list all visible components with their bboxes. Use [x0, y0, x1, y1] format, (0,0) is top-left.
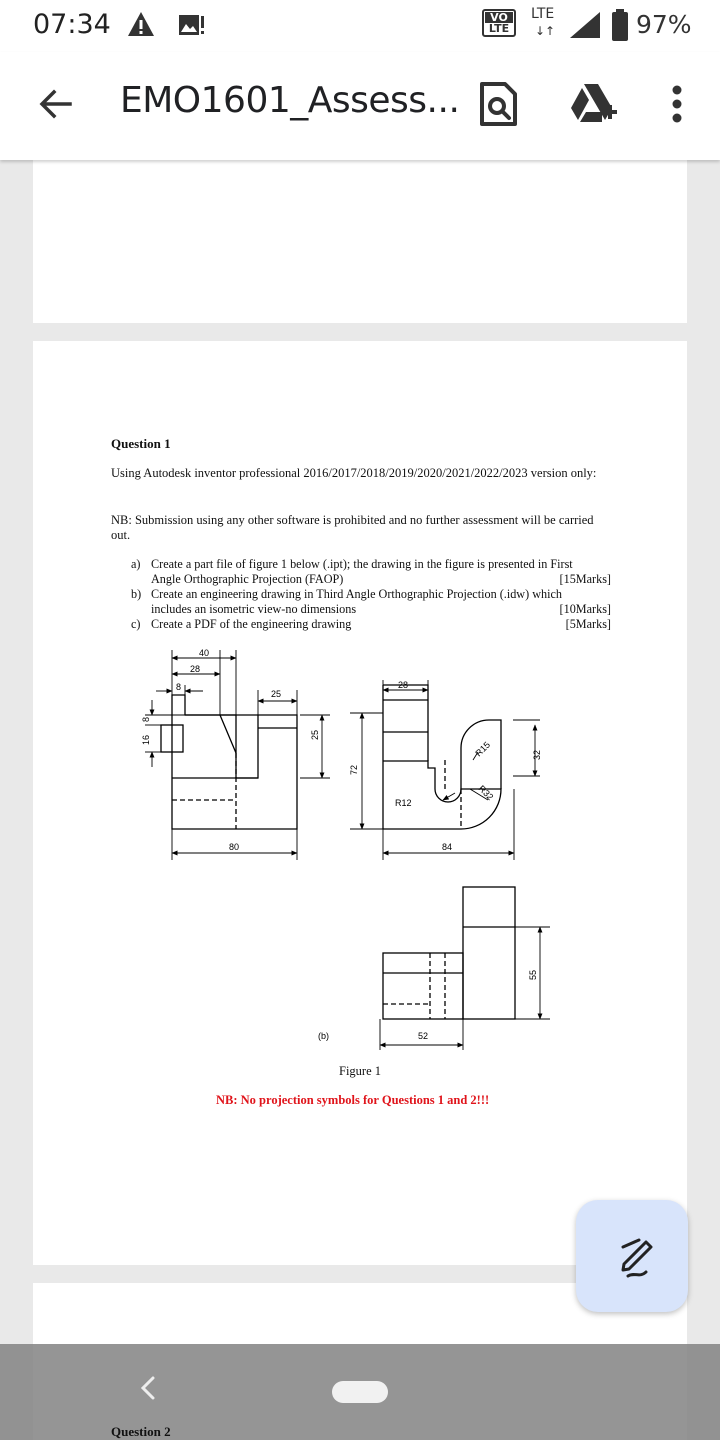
dim-40: 40	[199, 648, 210, 658]
network-arrows: ↓↑	[535, 24, 556, 38]
volte-top: VO	[485, 12, 513, 23]
task-label: b)	[131, 587, 142, 601]
volte-bottom: LTE	[488, 22, 510, 35]
dim-84: 84	[442, 842, 453, 852]
add-to-drive-icon[interactable]	[568, 78, 620, 130]
search-in-document-icon[interactable]	[473, 78, 525, 130]
dim-8-side: 8	[141, 716, 151, 722]
figure-caption: Figure 1	[339, 1064, 382, 1078]
nb-warning: NB: No projection symbols for Questions 1 and 2!!!	[216, 1093, 490, 1107]
arrow-back-icon[interactable]	[34, 82, 78, 126]
more-vert-icon[interactable]	[651, 78, 703, 130]
nav-back-icon[interactable]	[128, 1368, 168, 1408]
question-title: Question 1	[111, 436, 171, 451]
dim-16: 16	[141, 734, 151, 745]
home-pill[interactable]	[332, 1381, 388, 1403]
app-toolbar	[0, 52, 720, 160]
task-label: a)	[131, 557, 141, 571]
dim-32: 32	[532, 749, 542, 760]
dim-28-side: 28	[398, 680, 409, 690]
dim-25-vertical: 25	[310, 729, 320, 740]
status-time: 07:34	[33, 9, 111, 40]
dim-52: 52	[418, 1031, 429, 1041]
dim-25-front: 25	[271, 689, 282, 699]
task-text-cont: Angle Orthographic Projection (FAOP)	[151, 572, 344, 586]
dim-80: 80	[229, 842, 240, 852]
annotate-pen-icon	[576, 1200, 688, 1312]
task-marks: [15Marks]	[559, 572, 611, 586]
task-text: Create a part file of figure 1 below (.ipt); the drawing in the figure is presented in First	[151, 557, 573, 571]
dim-r12: R12	[395, 798, 412, 808]
dim-28-front: 28	[190, 664, 201, 674]
dim-8-front: 8	[176, 682, 182, 692]
annotate-button[interactable]	[576, 1200, 688, 1312]
dim-72: 72	[349, 764, 359, 775]
task-text: Create an engineering drawing in Third Angle Orthographic Projection (.idw) which	[151, 587, 562, 601]
task-marks: [10Marks]	[559, 602, 611, 616]
intro-paragraph: Using Autodesk inventor professional 2016/2017/2018/2019/2020/2021/2022/2023 version only:	[111, 466, 597, 480]
network-type: LTE	[531, 6, 555, 22]
dim-55: 55	[528, 969, 538, 980]
task-label: c)	[131, 617, 141, 631]
figure-sub-label: (b)	[318, 1031, 329, 1041]
dim-r15: R15	[473, 739, 493, 759]
next-question-title: Question 2	[111, 1424, 171, 1439]
task-text-cont: includes an isometric view-no dimensions	[151, 602, 357, 616]
dim-r32: R32	[476, 783, 496, 803]
document-title: EMO1601_Assess...	[120, 80, 460, 121]
navigation-bar	[0, 1344, 720, 1440]
task-text: Create a PDF of the engineering drawing	[151, 617, 352, 631]
battery-percent: 97%	[636, 10, 692, 39]
nb-paragraph: NB: Submission using any other software is prohibited and no further assessment will be carried out.	[111, 513, 594, 542]
task-marks: [5Marks]	[565, 617, 611, 631]
